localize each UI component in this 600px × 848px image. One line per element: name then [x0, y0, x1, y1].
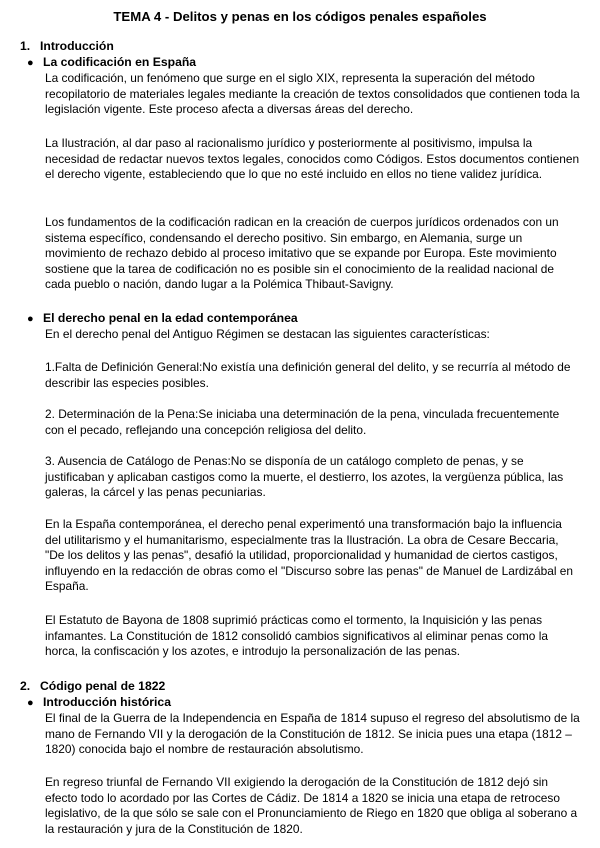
bullet-icon: ●: [27, 313, 34, 325]
subsection-heading-codificacion: [27, 55, 196, 69]
section-heading-text: Código penal de 1822: [40, 679, 166, 693]
paragraph: 3. Ausencia de Catálogo de Penas:No se disponía de un catálogo completo de penas, y se justificaban y aplicaban castigos como la muerte, el destierro, los azotes, la vergüenza pública, las galeras, la cárcel y las penas pecuniarias.: [45, 454, 564, 500]
paragraph: La Ilustración, al dar paso al racionalismo jurídico y posteriormente al positivismo, impulsa la necesidad de redactar nuevos textos legales, conocidos como Códigos. Estos documentos contienen el derecho vigente, estableciendo que lo que no esté incluido en ellos no tiene validez jurídica.: [45, 136, 580, 182]
document-title: TEMA 4 - Delitos y penas en los códigos penales españoles: [113, 9, 487, 24]
bullet-icon: ●: [27, 697, 34, 709]
paragraph: Los fundamentos de la codificación radican en la creación de cuerpos jurídicos ordenados con un sistema específico, condensando el derecho positivo. Sin embargo, en Alemania, surge un movimiento de rechazo debido al proceso imitativo que se expande por Europa. Este movimiento sostiene que la tarea de codificación no es posible sin el conocimiento de la realidad nacional de cada pueblo o nación, dando lugar a la Polémica Thibaut-Savigny.: [45, 215, 559, 292]
section-heading-introduccion: [20, 39, 114, 53]
section-number: 1.: [20, 39, 31, 53]
paragraph: En regreso triunfal de Fernando VII exigiendo la derogación de la Constitución de 1812 dejó sin efecto todo lo acordado por las Cortes de Cádiz. De 1814 a 1820 se inicia una etapa de retroceso legislativo, de la que sólo se sale con el Pronunciamiento de Riego en 1820 que obliga al soberano a la restauración y jura de la Constitución de 1820.: [45, 775, 578, 836]
bullet-icon: ●: [27, 57, 34, 69]
subsection-heading-text: El derecho penal en la edad contemporánea: [43, 311, 298, 325]
subsection-heading-text: La codificación en España: [43, 55, 197, 69]
paragraph: El final de la Guerra de la Independencia en España de 1814 supuso el regreso del absolutismo de la mano de Fernando VII y la derogación de la Constitución de 1812. Se inicia pues una etapa (1812 – 1820) conocida bajo el nombre de restauración absolutismo.: [45, 711, 580, 757]
subsection-heading-text: Introducción histórica: [43, 695, 171, 709]
section-heading-text: Introducción: [40, 39, 114, 53]
paragraph: 2. Determinación de la Pena:Se iniciaba una determinación de la pena, vinculada frecuentemente con el pecado, reflejando una concepción religiosa del delito.: [45, 407, 560, 437]
subsection-heading-introduccion-historica: [27, 695, 171, 709]
paragraph: 1.Falta de Definición General:No existía una definición general del delito, y se recurría al método de describir las especies posibles.: [45, 360, 571, 390]
paragraph: En la España contemporánea, el derecho penal experimentó una transformación bajo la influencia del utilitarismo y el humanitarismo, especialmente tras la Ilustración. La obra de Cesare Beccaria, "De los delitos y las penas", desafió la utilidad, proporcionalidad y humanidad de ciertos castigos, influyendo en la redacción de obras como el "Discurso sobre las penas" de Manuel de Lardizábal en España.: [45, 517, 573, 594]
section-number: 2.: [20, 679, 31, 693]
section-heading-codigo-1822: [20, 679, 165, 693]
subsection-heading-derecho-penal: [27, 311, 298, 325]
paragraph: En el derecho penal del Antiguo Régimen se destacan las siguientes características:: [45, 327, 490, 341]
paragraph: El Estatuto de Bayona de 1808 suprimió prácticas como el tormento, la Inquisición y las penas infamantes. La Constitución de 1812 consolidó cambios significativos al eliminar penas como la horca, la confiscación y los azotes, e introdujo la personalización de las penas.: [45, 613, 548, 659]
paragraph: La codificación, un fenómeno que surge en el siglo XIX, representa la superación del método recopilatorio de materiales legales mediante la creación de textos consolidados que contienen toda la legislación vigente. Este proceso afecta a diversas áreas del derecho.: [45, 71, 580, 117]
